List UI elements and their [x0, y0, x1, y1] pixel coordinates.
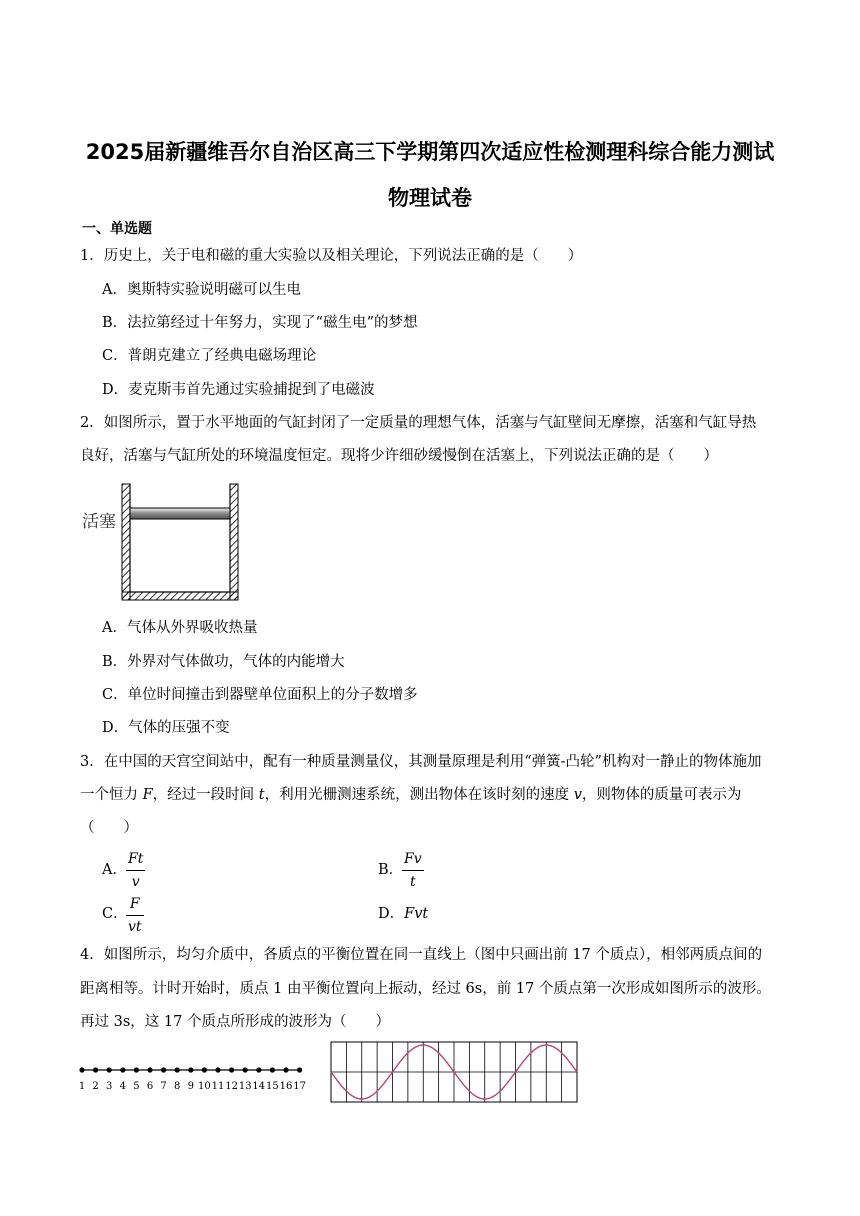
- particle-label-4: 4: [119, 1081, 126, 1092]
- cylinder-figure: [118, 482, 244, 606]
- q3-stem-line3: （ ）: [80, 820, 138, 836]
- q4-stem-line1: 4．如图所示，均匀介质中，各质点的平衡位置在同一直线上（图中只画出前 17 个质点），相邻两质点间的: [80, 947, 763, 963]
- particle-8: [175, 1067, 180, 1072]
- particle-label-6: 6: [146, 1081, 154, 1092]
- q3-option-b-fraction: Fv t: [404, 851, 422, 890]
- wave-figure: [330, 1041, 578, 1103]
- particle-label-13: 13: [238, 1081, 252, 1092]
- particle-row-figure: [78, 1060, 323, 1096]
- particle-1: [79, 1067, 84, 1072]
- particle-10: [202, 1067, 207, 1072]
- particle-label-17: 17: [293, 1081, 306, 1092]
- particle-2: [93, 1067, 98, 1072]
- particle-12: [229, 1067, 234, 1072]
- particle-6: [147, 1067, 152, 1072]
- q4-stem-line3: 再过 3s，这 17 个质点所形成的波形为（ ）: [80, 1014, 390, 1030]
- q4-stem-line2: 距离相等。计时开始时，质点 1 由平衡位置向上振动，经过 6s，前 17 个质点第一次形成如图所示的波形。: [80, 981, 771, 997]
- q3-option-c-label: C．: [102, 906, 128, 922]
- particle-label-2: 2: [92, 1081, 99, 1092]
- particle-label-15: 15: [266, 1081, 279, 1092]
- particle-5: [134, 1067, 139, 1072]
- exam-title-line2: 物理试卷: [388, 186, 472, 210]
- q3-stem-line1: 3．在中国的天宫空间站中，配有一种质量测量仪，其测量原理是利用“弹簧-凸轮”机构对一静止的物体施加: [80, 754, 762, 770]
- exam-title-line1: 2025届新疆维吾尔自治区高三下学期第四次适应性检测理科综合能力测试: [85, 140, 775, 164]
- particle-label-12: 12: [225, 1081, 238, 1092]
- particle-17: [297, 1067, 302, 1072]
- particle-4: [120, 1067, 125, 1072]
- q1-option-d: D．麦克斯韦首先通过实验捕捉到了电磁波: [102, 382, 375, 398]
- q3-stem-line2: 一个恒力 F，经过一段时间 t，利用光栅测速系统，测出物体在该时刻的速度 v，则物体的质量可表示为: [80, 787, 742, 803]
- particle-3: [107, 1067, 112, 1072]
- particle-9: [188, 1067, 193, 1072]
- particle-label-1: 1: [78, 1081, 86, 1092]
- particle-7: [161, 1067, 166, 1072]
- particle-label-5: 5: [133, 1081, 140, 1092]
- q3-option-c-fraction: F vt: [128, 896, 142, 935]
- particle-label-7: 7: [160, 1081, 167, 1092]
- particle-label-14: 14: [252, 1081, 266, 1092]
- piston-label: 活塞: [82, 512, 116, 532]
- q2-option-d: D．气体的压强不变: [102, 720, 230, 736]
- particle-label-16: 16: [279, 1081, 293, 1092]
- q2-option-c: C．单位时间撞击到器壁单位面积上的分子数增多: [102, 687, 418, 703]
- q1-option-a: A．奥斯特实验说明磁可以生电: [102, 282, 301, 298]
- particle-14: [256, 1067, 261, 1072]
- particle-11: [215, 1067, 220, 1072]
- q3-option-d: D．Fvt: [378, 906, 429, 922]
- q3-option-b-label: B．: [378, 862, 404, 878]
- particle-16: [283, 1067, 288, 1072]
- particle-label-9: 9: [187, 1081, 194, 1092]
- q3-option-a-fraction: Ft v: [128, 851, 144, 890]
- q2-stem-line1: 2．如图所示，置于水平地面的气缸封闭了一定质量的理想气体，活塞与气缸壁间无摩擦，活塞和气缸导热: [80, 415, 757, 431]
- section-heading: 一、单选题: [82, 221, 152, 237]
- q2-option-b: B．外界对气体做功，气体的内能增大: [102, 654, 345, 670]
- q1-option-b: B．法拉第经过十年努力，实现了“磁生电”的梦想: [102, 315, 418, 331]
- particle-label-11: 11: [211, 1081, 225, 1092]
- piston: [130, 508, 230, 519]
- q2-stem-line2: 良好，活塞与气缸所处的环境温度恒定。现将少许细砂缓慢倒在活塞上，下列说法正确的是（ ）: [80, 448, 718, 464]
- q2-option-a: A．气体从外界吸收热量: [102, 620, 258, 636]
- particle-label-10: 10: [198, 1081, 211, 1092]
- particle-15: [270, 1067, 275, 1072]
- q3-option-a-label: A．: [102, 862, 127, 878]
- particle-13: [243, 1067, 248, 1072]
- q1-option-c: C．普朗克建立了经典电磁场理论: [102, 348, 317, 364]
- q1-stem: 1．历史上，关于电和磁的重大实验以及相关理论，下列说法正确的是（ ）: [80, 248, 583, 264]
- particle-label-3: 3: [106, 1081, 113, 1092]
- particle-label-8: 8: [174, 1081, 181, 1092]
